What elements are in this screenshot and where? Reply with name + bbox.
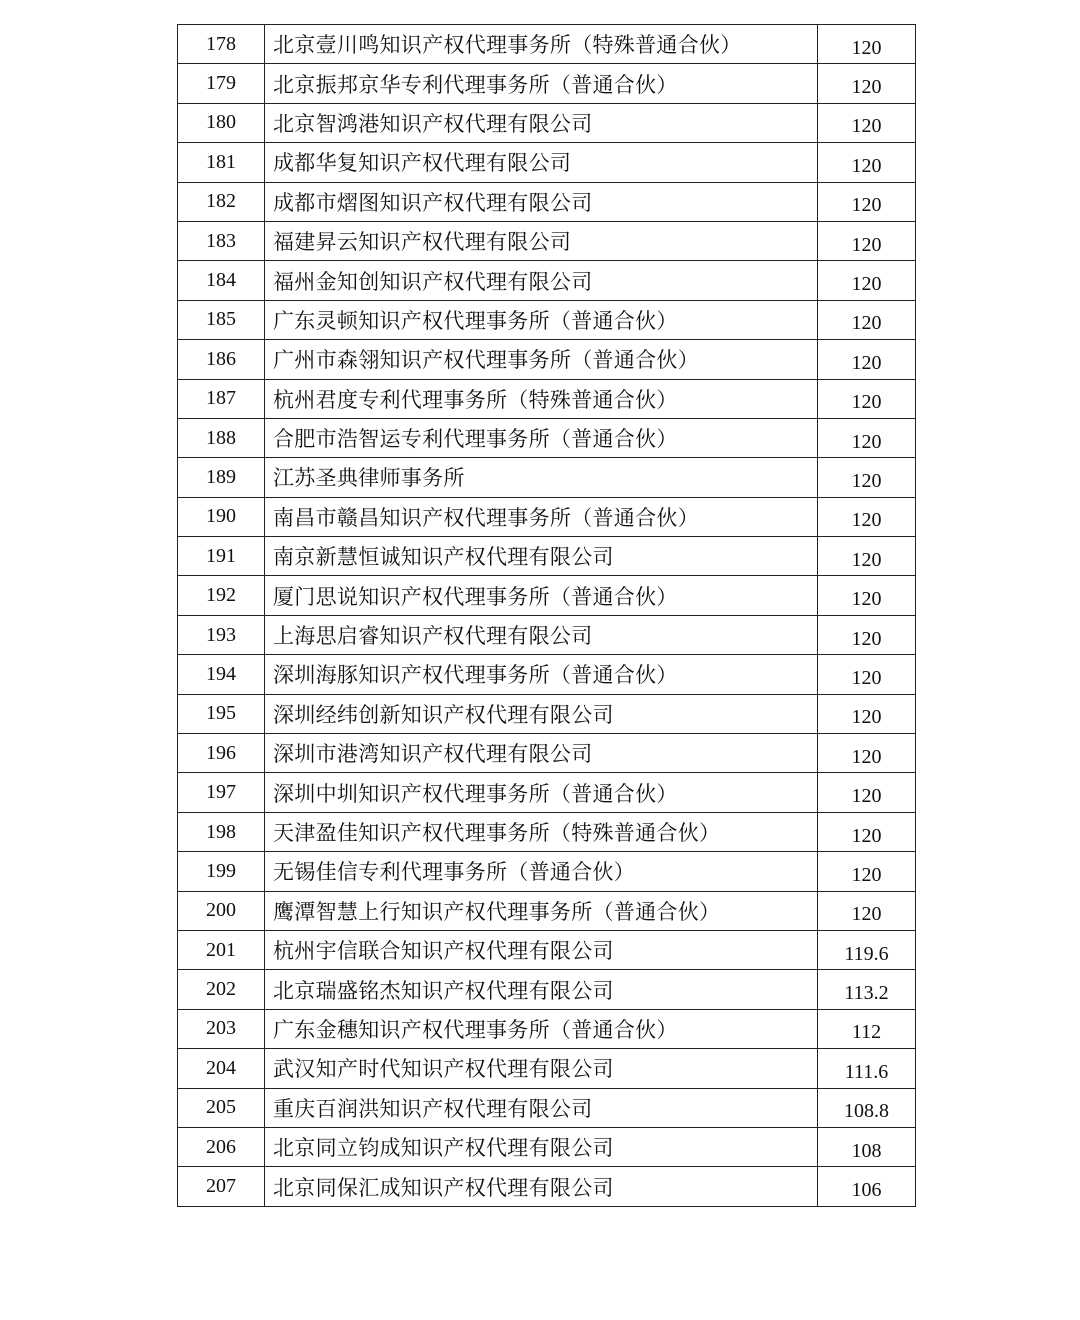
score-cell <box>818 1049 916 1088</box>
row-number: 184 <box>178 261 265 300</box>
table-row <box>178 103 916 142</box>
score-value: 120 <box>851 706 882 729</box>
table-row <box>178 221 916 260</box>
score-cell <box>818 970 916 1009</box>
agency-name: 合肥市浩智运专利代理事务所（普通合伙） <box>265 418 818 457</box>
agency-name: 北京壹川鸣知识产权代理事务所（特殊普通合伙） <box>265 25 818 64</box>
agency-name: 成都市熠图知识产权代理有限公司 <box>265 182 818 221</box>
score-cell <box>818 103 916 142</box>
agency-name: 鹰潭智慧上行知识产权代理事务所（普通合伙） <box>265 891 818 930</box>
score-cell <box>818 418 916 457</box>
score-cell <box>818 64 916 103</box>
row-number: 197 <box>178 773 265 812</box>
agency-name: 重庆百润洪知识产权代理有限公司 <box>265 1088 818 1127</box>
table-row <box>178 537 916 576</box>
agency-name: 北京同保汇成知识产权代理有限公司 <box>265 1167 818 1206</box>
score-value: 108 <box>851 1139 882 1162</box>
score-value: 119.6 <box>844 942 889 965</box>
score-value: 108.8 <box>844 1100 889 1123</box>
agency-name: 上海思启睿知识产权代理有限公司 <box>265 615 818 654</box>
score-value: 120 <box>851 863 882 886</box>
score-value: 120 <box>851 391 882 414</box>
score-cell <box>818 221 916 260</box>
agency-name: 杭州宇信联合知识产权代理有限公司 <box>265 930 818 969</box>
table-row <box>178 64 916 103</box>
agency-name: 北京同立钧成知识产权代理有限公司 <box>265 1127 818 1166</box>
score-cell <box>818 379 916 418</box>
score-cell <box>818 143 916 182</box>
score-value: 106 <box>851 1179 882 1202</box>
score-value: 120 <box>851 273 882 296</box>
score-value: 120 <box>851 745 882 768</box>
table-row <box>178 1049 916 1088</box>
row-number: 203 <box>178 1009 265 1048</box>
score-cell <box>818 655 916 694</box>
row-number: 191 <box>178 537 265 576</box>
score-value: 120 <box>851 509 882 532</box>
row-number: 180 <box>178 103 265 142</box>
row-number: 194 <box>178 655 265 694</box>
table-row <box>178 655 916 694</box>
row-number: 183 <box>178 221 265 260</box>
score-value: 120 <box>851 469 882 492</box>
row-number: 181 <box>178 143 265 182</box>
table-row <box>178 852 916 891</box>
row-number: 182 <box>178 182 265 221</box>
score-cell <box>818 300 916 339</box>
score-value: 120 <box>851 115 882 138</box>
table-row <box>178 1167 916 1206</box>
row-number: 196 <box>178 734 265 773</box>
score-value: 111.6 <box>844 1060 889 1083</box>
score-cell <box>818 734 916 773</box>
agency-name: 无锡佳信专利代理事务所（普通合伙） <box>265 852 818 891</box>
score-cell <box>818 773 916 812</box>
score-cell <box>818 852 916 891</box>
table-row <box>178 891 916 930</box>
agency-name: 福建昇云知识产权代理有限公司 <box>265 221 818 260</box>
score-value: 120 <box>851 194 882 217</box>
table-row <box>178 340 916 379</box>
score-cell <box>818 1127 916 1166</box>
agency-name: 南昌市赣昌知识产权代理事务所（普通合伙） <box>265 497 818 536</box>
table-row <box>178 458 916 497</box>
agency-name: 广东灵顿知识产权代理事务所（普通合伙） <box>265 300 818 339</box>
agency-name: 北京瑞盛铭杰知识产权代理有限公司 <box>265 970 818 1009</box>
score-value: 120 <box>851 548 882 571</box>
table-row <box>178 261 916 300</box>
agency-name: 深圳中圳知识产权代理事务所（普通合伙） <box>265 773 818 812</box>
row-number: 199 <box>178 852 265 891</box>
agency-name: 深圳海豚知识产权代理事务所（普通合伙） <box>265 655 818 694</box>
score-value: 120 <box>851 666 882 689</box>
score-cell <box>818 458 916 497</box>
agency-name: 厦门思说知识产权代理事务所（普通合伙） <box>265 576 818 615</box>
score-value: 120 <box>851 785 882 808</box>
table-row <box>178 182 916 221</box>
score-cell <box>818 1167 916 1206</box>
agency-name: 福州金知创知识产权代理有限公司 <box>265 261 818 300</box>
score-value: 113.2 <box>844 982 889 1005</box>
score-value: 120 <box>851 627 882 650</box>
agency-name: 武汉知产时代知识产权代理有限公司 <box>265 1049 818 1088</box>
agency-name: 广东金穗知识产权代理事务所（普通合伙） <box>265 1009 818 1048</box>
score-cell <box>818 891 916 930</box>
score-value: 120 <box>851 154 882 177</box>
agency-name: 杭州君度专利代理事务所（特殊普通合伙） <box>265 379 818 418</box>
table-row <box>178 694 916 733</box>
score-value: 120 <box>851 430 882 453</box>
table-row <box>178 418 916 457</box>
score-cell <box>818 497 916 536</box>
score-value: 112 <box>851 1021 882 1044</box>
row-number: 207 <box>178 1167 265 1206</box>
score-cell <box>818 694 916 733</box>
row-number: 190 <box>178 497 265 536</box>
score-value: 120 <box>851 312 882 335</box>
row-number: 201 <box>178 930 265 969</box>
table-row <box>178 773 916 812</box>
score-value: 120 <box>851 76 882 99</box>
score-value: 120 <box>851 824 882 847</box>
row-number: 179 <box>178 64 265 103</box>
row-number: 200 <box>178 891 265 930</box>
score-value: 120 <box>851 588 882 611</box>
score-cell <box>818 615 916 654</box>
score-cell <box>818 261 916 300</box>
table-row <box>178 615 916 654</box>
score-value: 120 <box>851 36 882 59</box>
score-cell <box>818 340 916 379</box>
table-row <box>178 812 916 851</box>
agency-name: 深圳经纬创新知识产权代理有限公司 <box>265 694 818 733</box>
score-cell <box>818 576 916 615</box>
score-cell <box>818 1009 916 1048</box>
score-cell <box>818 930 916 969</box>
row-number: 193 <box>178 615 265 654</box>
table-row <box>178 734 916 773</box>
row-number: 178 <box>178 25 265 64</box>
ranking-table-body <box>178 25 916 1207</box>
agency-name: 北京智鸿港知识产权代理有限公司 <box>265 103 818 142</box>
table-row <box>178 1127 916 1166</box>
row-number: 206 <box>178 1127 265 1166</box>
agency-name: 成都华复知识产权代理有限公司 <box>265 143 818 182</box>
row-number: 185 <box>178 300 265 339</box>
table-row <box>178 497 916 536</box>
table-row <box>178 379 916 418</box>
row-number: 187 <box>178 379 265 418</box>
agency-name: 江苏圣典律师事务所 <box>265 458 818 497</box>
row-number: 189 <box>178 458 265 497</box>
agency-name: 广州市森翎知识产权代理事务所（普通合伙） <box>265 340 818 379</box>
row-number: 195 <box>178 694 265 733</box>
score-cell <box>818 25 916 64</box>
table-row <box>178 970 916 1009</box>
ranking-table <box>177 24 916 1207</box>
row-number: 202 <box>178 970 265 1009</box>
table-row <box>178 25 916 64</box>
row-number: 188 <box>178 418 265 457</box>
score-value: 120 <box>851 351 882 374</box>
agency-name: 天津盈佳知识产权代理事务所（特殊普通合伙） <box>265 812 818 851</box>
score-value: 120 <box>851 903 882 926</box>
table-row <box>178 576 916 615</box>
table-row <box>178 1009 916 1048</box>
score-cell <box>818 1088 916 1127</box>
agency-name: 北京振邦京华专利代理事务所（普通合伙） <box>265 64 818 103</box>
score-cell <box>818 182 916 221</box>
row-number: 205 <box>178 1088 265 1127</box>
row-number: 198 <box>178 812 265 851</box>
row-number: 192 <box>178 576 265 615</box>
score-value: 120 <box>851 233 882 256</box>
row-number: 204 <box>178 1049 265 1088</box>
row-number: 186 <box>178 340 265 379</box>
score-cell <box>818 812 916 851</box>
agency-name: 深圳市港湾知识产权代理有限公司 <box>265 734 818 773</box>
agency-name: 南京新慧恒诚知识产权代理有限公司 <box>265 537 818 576</box>
table-row <box>178 300 916 339</box>
score-cell <box>818 537 916 576</box>
table-row <box>178 143 916 182</box>
table-row <box>178 930 916 969</box>
table-row <box>178 1088 916 1127</box>
